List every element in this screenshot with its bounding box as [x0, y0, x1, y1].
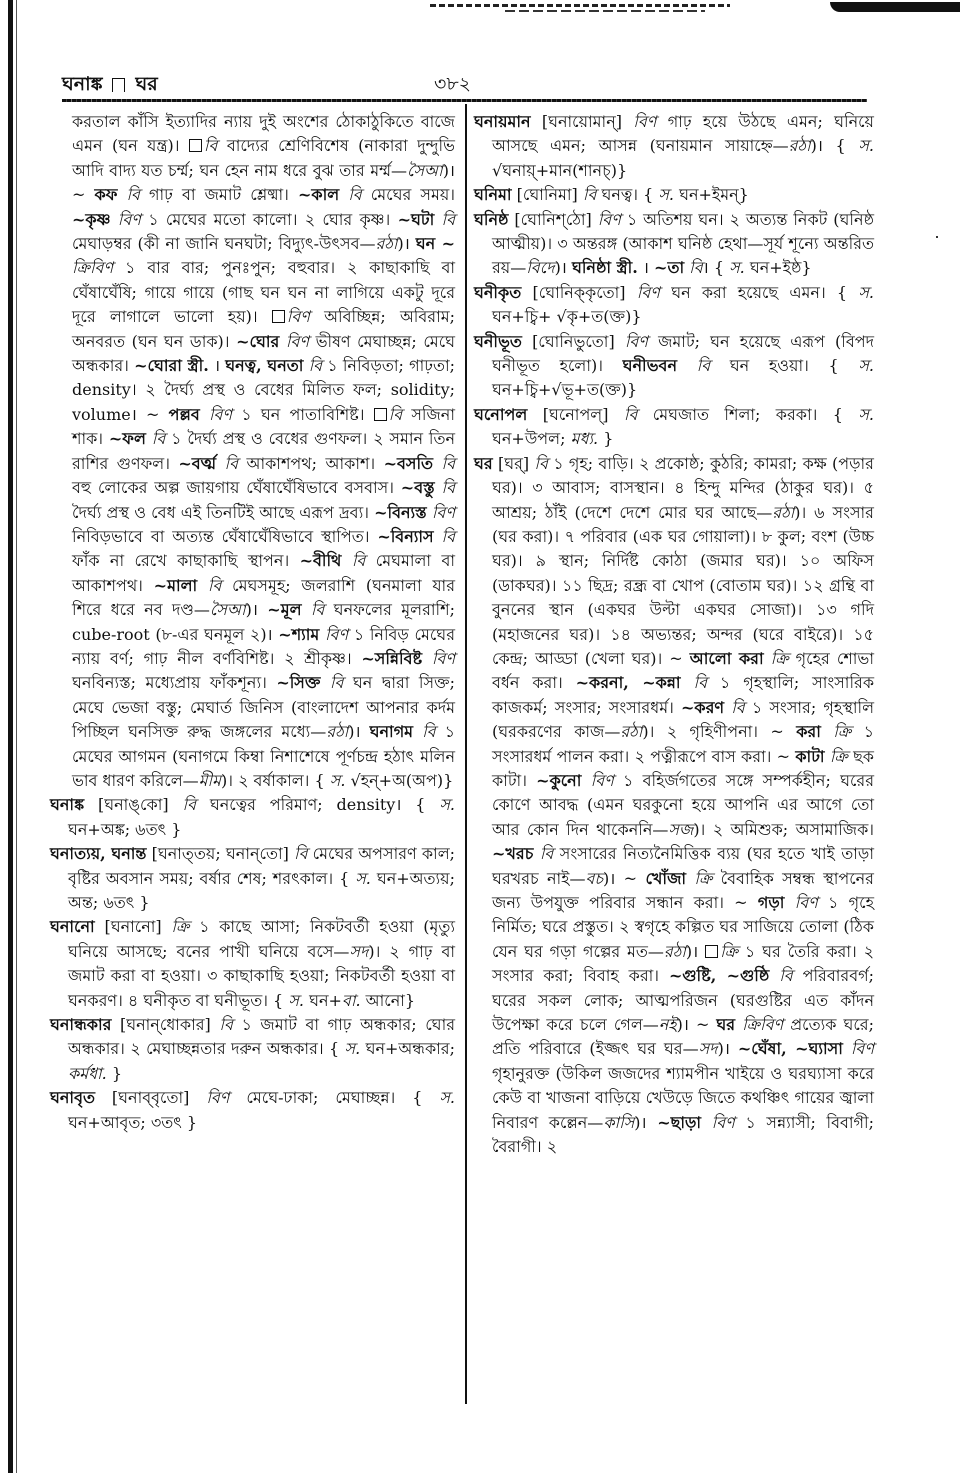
grammar-label: রঠা — [663, 941, 686, 961]
grammar-label: বি — [582, 185, 597, 205]
definition-text: ১ সংসারধর্ম পালন করা। ২ পত্নীরূপে বাস করা। ~ — [492, 722, 874, 766]
grammar-label: বিণ — [701, 1112, 735, 1132]
grammar-label: বি — [533, 844, 554, 864]
grammar-label: বি — [301, 600, 325, 620]
grammar-label: বি — [724, 697, 745, 717]
definition-text: ১ সংসার; গৃহস্থালি (ঘরকরণের কাজ— — [492, 697, 874, 742]
grammar-label: স. — [658, 185, 674, 205]
headword: ঘনীকৃত — [474, 282, 522, 302]
headword: ঘনাবৃত — [50, 1088, 95, 1108]
grammar-label: রঠা — [620, 722, 643, 742]
grammar-label: স. — [858, 136, 874, 156]
headword: ~ঘেঁষা, ~ঘ্যাসা — [737, 1039, 843, 1059]
definition-text: ঘন করা হয়েছে এমন। { — [659, 282, 859, 302]
headword: ~বস্তু — [400, 478, 435, 498]
headword: করা — [796, 722, 821, 742]
definition-text: ঘন+চ্বি+√ভূ+ত(ক্ত)} — [492, 380, 638, 400]
definition-text: [ঘনান্‌ধোকার] — [111, 1015, 220, 1035]
grammar-label: বি — [303, 356, 323, 376]
definition-text: আনো} — [360, 990, 416, 1010]
grammar-label: নই — [658, 1015, 677, 1035]
grammar-label: বিণ — [319, 624, 349, 644]
definition-text: মেঘজাত শিলা; করকা। { — [637, 404, 859, 424]
grammar-label: বিণ — [842, 1039, 874, 1059]
grammar-label: বিণ — [110, 209, 141, 229]
definition-text: √ঘনায়্‌+মান(শানচ্)} — [492, 160, 628, 180]
headword: ~ঘটা — [397, 209, 435, 229]
headword: কফ — [94, 185, 118, 205]
definition-text: )। — [554, 258, 572, 278]
definition-text: )। — [245, 600, 268, 620]
grammar-label: বি — [684, 258, 703, 278]
headword: ~মালা — [153, 575, 198, 595]
headword: আলো করা — [689, 648, 764, 668]
headword: ঘন ~ — [415, 234, 455, 254]
grammar-label: স. — [858, 356, 874, 376]
definition-text: । — [637, 258, 655, 278]
grammar-label: স. — [439, 1088, 455, 1108]
definition-text: ১ মেঘের আগমন (ঘনাগমে কিম্বা নিশাশেষে পূর্ণচন্দ্র হঠাৎ মলিন ভাব ধারণ করিলে— — [72, 722, 455, 790]
scan-left-border — [8, 0, 13, 1473]
definition-text: ঘন+অঙ্ক; ৬তৎ } — [68, 819, 182, 839]
grammar-label: কর্মধা. — [68, 1063, 107, 1083]
definition-text: [ঘোনিভুতো] — [521, 331, 625, 351]
grammar-label: মধ্য. — [570, 429, 599, 449]
definition-text: মেঘের সময়। — [361, 185, 455, 205]
grammar-label: সৈআ — [209, 600, 246, 620]
grammar-label: ক্রি — [820, 722, 852, 742]
headword: ঘর — [716, 1015, 736, 1035]
headword: ~করনা, ~কন্না — [575, 673, 681, 693]
definition-text: ১ গৃহ; বাড়ি। ২ প্রকোষ্ঠ; কুঠরি; কামরা; কক্ষ (পড়ার ঘর)। ৩ আবাস; বাসস্থান। ৪ হিন্দু মন্দির (ঠাকুর ঘর)। ৫ আশ্রয়; ঠাঁই (দেশে দেশে মোর ঘর আছে— — [492, 453, 874, 522]
headword: খোঁজা — [645, 868, 687, 888]
grammar-label: ক্রিবিণ — [72, 258, 114, 278]
sense-box-icon — [705, 945, 718, 958]
definition-text: )। — [685, 941, 706, 961]
dictionary-entry — [474, 330, 874, 403]
grammar-label: বচ — [585, 868, 604, 888]
grammar-label: স. — [858, 282, 874, 302]
headword: ঘনিষ্ঠা স্ত্রী. — [571, 258, 638, 278]
grammar-label: ক্রি — [720, 941, 739, 961]
dictionary-entry — [50, 1086, 455, 1135]
definition-text: বহু লোকের অল্প জায়গায় ঘেঁষাঘেঁষিভাবে বসবাস। — [72, 478, 401, 498]
grammar-label: সৈআ — [406, 160, 443, 180]
grammar-label: বিণ — [286, 307, 310, 327]
dictionary-entry — [474, 403, 874, 452]
headword: স্ত্রী. — [181, 356, 209, 376]
headword: ~বীথি — [299, 551, 342, 571]
headword: ~কৃষ্ণ — [72, 209, 111, 229]
definition-text: ঘন+ — [303, 990, 342, 1010]
grammar-label: স. — [344, 1039, 361, 1059]
grammar-label: বি — [320, 673, 344, 693]
grammar-label: বিদে — [526, 258, 555, 278]
grammar-label: বিণ — [784, 893, 818, 912]
grammar-label: কাসি — [603, 1112, 635, 1132]
definition-text: [ঘনানো] — [94, 917, 172, 937]
grammar-label: রঠা — [326, 722, 349, 742]
headword: ~বর্ত্ম — [178, 453, 217, 473]
definition-text: ঘন হওয়া। { — [710, 356, 859, 376]
definition-text: বাদ্যের শ্রেণিবিশেষ (নাকারা দুন্দুভি আদি বাদ্য যত চর্ম্ম; ঘন হেন নাম ধরে বুঝ তার মর্ম্ম— — [72, 136, 455, 180]
definition-text: গৃহানুরক্ত (উকিল জজদের শ্যামপীন খাইয়ে ও ঘরঘ্যাসা করে কেউ বা খাজনা বাড়িয়ে খেউড়ে জিতে কথঞ্চিৎ গায়ের জ্বালা নিবারণ কল্লেন— — [492, 1063, 874, 1132]
sense-box-icon — [189, 139, 202, 152]
definition-text: নিবিড়ভাবে বা অত্যন্ত ঘেঁষাঘেঁষিভাবে স্থাপিত। — [72, 526, 378, 546]
headword: ঘনিষ্ঠ — [474, 209, 509, 229]
definition-text: সজিনা শাক। — [72, 404, 455, 449]
headword: ~গুষ্টি, ~গুষ্ঠি — [668, 966, 770, 986]
definition-text: ঘন+ইষ্ঠ} — [744, 258, 812, 278]
headword: ঘনায়মান — [474, 112, 531, 131]
headword: পল্লব — [168, 404, 200, 424]
right-column — [474, 110, 874, 1159]
definition-text: [ঘনাঙ্‌কো] — [84, 795, 183, 815]
grammar-label: বি — [677, 356, 711, 376]
definition-text: গৃহের শোভা বর্ধন করা। — [492, 648, 874, 693]
definition-text: ১ বার বার; পুনঃপুন; বহুবার। ২ কাছাকাছি বা ঘেঁষাঘেঁষি; গায়ে গায়ে (গাছ ঘন ঘন না লাগিয়ে একটু দূরে দূরে লাগালে ভালো হয়)। — [72, 258, 455, 327]
definition-text: ঘন+অত্যয়; অন্ত; ৬তৎ } — [68, 868, 455, 912]
grammar-label: স. — [439, 795, 456, 815]
definition-text: ঘন+উপল; — [492, 429, 571, 449]
definition-text: [ঘনাত্‌তয়; ঘনান্‌তো] — [146, 844, 295, 864]
grammar-label: বি — [680, 673, 707, 693]
headword: ঘনীভবন — [622, 356, 677, 376]
definition-text: বৈবাহিক সম্বন্ধ স্থাপনের জন্য উপযুক্ত পরিবার সন্ধান করা। ~ — [492, 868, 874, 912]
grammar-label: বি — [294, 844, 308, 864]
definition-text: } — [598, 429, 614, 449]
headword: ~কাল — [297, 185, 340, 205]
grammar-label: বি — [623, 404, 638, 424]
grammar-label: সজ — [668, 819, 694, 839]
definition-text: । { — [702, 258, 730, 278]
grammar-label: বিণ — [636, 282, 660, 302]
dictionary-entry — [50, 915, 455, 1013]
definition-text: মেঘের অপসারণ কাল; বৃষ্টির অবসান সময়; বর্ষার শেষ; শরৎকাল। { — [68, 844, 456, 888]
grammar-label: বি — [341, 551, 366, 571]
definition-text: ঘনবিন্যস্ত; মধ্যেপ্রায় ফাঁকশূন্য। — [72, 673, 277, 693]
grammar-label: স. — [729, 258, 745, 278]
definition-text: মেঘমালা বা আকাশপথ। — [72, 551, 456, 595]
grammar-label: বিণ — [199, 404, 233, 424]
definition-text: ফাঁক না রেখে কাছাকাছি স্থাপন। — [72, 551, 300, 571]
headword: ~বিন্যস্ত — [374, 502, 427, 522]
grammar-label: ক্রি — [171, 917, 190, 937]
grammar-label: বি — [534, 453, 548, 473]
headword: কাটা — [795, 746, 825, 766]
headword: ~ঘোরা — [134, 356, 182, 376]
definition-text: ঘনত্ব। { — [596, 185, 659, 205]
headword: ~ছাড়া — [657, 1112, 702, 1132]
headword: ~কুনো — [536, 770, 582, 790]
grammar-label: মীম — [198, 770, 222, 790]
definition-text: [ঘনাব্‌বৃতো] — [94, 1088, 207, 1108]
entry-continuation — [50, 110, 455, 793]
grammar-label: বি — [203, 136, 218, 156]
definition-text: ১ সন্ন্যাসী; বিবাগী; বৈরাগী। ২ — [492, 1112, 874, 1157]
headword: ঘনোপল — [474, 404, 528, 424]
scan-artifact-corner — [830, 2, 960, 12]
definition-text: ঘন দ্বারা সিক্ত; মেঘে ভেজা বস্তু; মেঘার্ত জিনিস (বাংলাদেশ আপনার কর্দম পিচ্ছিল ঘনসিক্ত রুদ্ধ জঙ্গলের মধ্যে— — [72, 673, 455, 742]
headword: ~ঘোর — [236, 331, 280, 351]
definition-text: √হন্+অ(অপ)} — [345, 770, 454, 790]
headword: ঘনানো — [50, 917, 95, 937]
grammar-label: বি — [145, 429, 166, 449]
grammar-label: বি — [434, 209, 455, 229]
definition-text: ঘনফলের মূলরাশি; cube-root (৮-এর ঘনমূল ২)। — [72, 600, 455, 644]
definition-text: দৈর্ঘ্য প্রস্থ ও বেধ এই তিনটিই আছে এরূপ দ্রব্য। — [72, 502, 375, 522]
definition-text: ১ নিবিড়তা; গাঢ়তা; density। ২ দৈর্ঘ্য প্রস্থ ও বেধের মিলিত ফল; solidity; volume। ~ — [72, 356, 455, 424]
headword: ঘনিমা — [474, 185, 512, 205]
headword: ঘনান্ধকার — [50, 1015, 112, 1035]
dictionary-entry — [474, 208, 874, 281]
definition-text: ভীষণ মেঘাচ্ছন্ন; মেঘে অন্ধকার। — [72, 331, 456, 376]
headword: ~বিন্যাস — [377, 526, 434, 546]
grammar-label: বি — [388, 404, 403, 424]
headword: ~খরচ — [492, 844, 534, 864]
definition-text: )। ২ গৃহিণীপনা। ~ — [642, 722, 797, 742]
grammar-label: বি — [182, 795, 196, 815]
definition-text: )। — [348, 722, 370, 742]
definition-text: [ঘোনিশ্‌ঠো] — [508, 209, 598, 229]
headword: ~সন্নিবিষ্ট — [361, 648, 423, 668]
grammar-label: স. — [858, 404, 875, 424]
definition-text: পরিবারবর্গ; ঘরের সকল লোক; আত্মপরিজন (ঘরগুষ্টির এত কাঁদন উপেক্ষা করে চলে গেল— — [492, 966, 874, 1035]
guide-word-last: ঘর — [135, 73, 158, 95]
headword: ঘনাঙ্ক — [50, 795, 85, 815]
definition-text: ঘনত্বের পরিমাণ; density। { — [195, 795, 440, 815]
definition-text: গাঢ় বা জমাট শ্লেষ্মা। — [139, 185, 298, 205]
separator-box-icon — [112, 78, 125, 92]
headword: ~করণ — [680, 697, 725, 717]
headword: ~তা — [654, 258, 685, 278]
grammar-label: বি — [769, 966, 793, 986]
grammar-label: বি — [434, 478, 455, 498]
definition-text: ১ কাছে আসা; নিকটবর্তী হওয়া (মৃত্যু ঘনিয়ে আসছে; বনের পাখী ঘনিয়ে বসে— — [68, 917, 455, 961]
definition-text: জমাট; ঘন হয়েছে এরূপ (বিপদ ঘনীভূত হলো)। — [492, 331, 875, 376]
definition-text: )। — [397, 234, 416, 254]
guide-words — [62, 70, 158, 102]
grammar-label: সদ — [349, 941, 369, 961]
grammar-label: স. — [355, 868, 371, 888]
grammar-label: ক্রি — [686, 868, 713, 888]
grammar-label: ক্রিবিণ — [735, 1015, 784, 1035]
definition-text: ঘন+আবৃত; ৩তৎ } — [68, 1112, 198, 1132]
grammar-label: বি — [117, 185, 140, 205]
definition-text: ছক কাটা। — [492, 746, 874, 790]
definition-text: )। ~ — [603, 868, 646, 888]
headword: ঘনাগম — [369, 722, 414, 742]
grammar-label: বিণ — [624, 331, 648, 351]
definition-text: )। ২ অমিশুক; অসামাজিক। — [693, 819, 874, 839]
definition-text: ১ গৃহে নির্মিত; ঘরে প্রস্তুত। ২ স্বগৃহে কল্পিত ঘর সাজিয়ে তোলা (ঠিক যেন ঘর গড়া গল্পের মত— — [492, 893, 874, 961]
header-rule — [62, 99, 867, 102]
grammar-label: বিণ — [581, 770, 614, 790]
guide-word-first: ঘনাঙ্ক — [62, 73, 103, 95]
headword: গড়া — [757, 893, 785, 912]
grammar-label: বিণ — [422, 648, 455, 668]
definition-text: সংসারের নিত্যনৈমিত্তিক ব্যয় (ঘর হতে খাই তাড়া ঘরখরচ নাই— — [492, 844, 874, 888]
sense-box-icon — [272, 310, 285, 323]
definition-text: ১ মেঘের মতো কালো। ২ ঘোর কৃষ্ণ। — [140, 209, 398, 229]
dictionary-entry — [474, 110, 874, 183]
definition-text: )। ২ বর্ষাকাল। { — [221, 770, 330, 790]
definition-text: [ঘনায়োমান্] — [530, 112, 634, 131]
grammar-label: বিণ — [426, 502, 455, 522]
headword: ~বসতি — [383, 453, 434, 473]
definition-text: করতাল কাঁসি ইত্যাদির ন্যায় দুই অংশের ঠোকাঠুকিতে বাজে এমন (ঘন যন্ত্র)। — [72, 112, 455, 156]
grammar-label: ক্রি — [763, 648, 789, 668]
grammar-label: স. — [288, 990, 304, 1010]
dictionary-entry — [474, 281, 874, 330]
definition-text: [ঘনোপল্] — [527, 404, 624, 424]
page-header — [62, 70, 892, 98]
definition-text: ১ গৃহস্থালি; সাংসারিক কাজকর্ম; সংসার; সংসারধর্ম। — [492, 673, 875, 717]
grammar-label: বি — [216, 453, 239, 473]
dictionary-entry — [474, 183, 874, 207]
definition-text: ঘন+ইমন্} — [674, 185, 749, 205]
dictionary-entry — [50, 793, 455, 842]
grammar-label: বিণ — [633, 112, 657, 131]
grammar-label: রঠা — [788, 136, 811, 156]
definition-text: গাঢ় হয়ে উঠছে এমন; ঘনিয়ে আসছে এমন; আসন্ন (ঘনায়মান সায়াহ্নে— — [492, 112, 874, 156]
definition-text: ১ নিবিড় মেঘের ন্যায় বর্ণ; গাঢ় নীল বর্ণবিশিষ্ট। ২ শ্রীকৃষ্ণ। — [72, 624, 455, 668]
grammar-label: বি — [339, 185, 362, 205]
definition-text: অবিচ্ছিন্ন; অবিরাম; অনবরত (ঘন ঘন ডাক)। — [72, 307, 455, 351]
definition-text: ঘন+চ্বি+ √কৃ+ত(ক্ত)} — [492, 307, 642, 327]
definition-text: ১ অতিশয় ঘন। ২ অত্যন্ত নিকট (ঘনিষ্ঠ আত্মীয়)। ৩ অন্তরঙ্গ (আকাশ ঘনিষ্ঠ হেথা—সূর্য শূন্যে অন্তরিত রয়— — [492, 209, 874, 278]
page-number: ৩৮২ — [434, 73, 472, 95]
definition-text: } — [106, 1063, 123, 1083]
grammar-label: সদ — [698, 1039, 718, 1059]
grammar-label: স. — [329, 770, 346, 790]
definition-text: ১ বহির্জগতের সঙ্গে সম্পর্কহীন; ঘরের কোণে আবদ্ধ (এমন ঘরকুনো হয়ে আপনি এর আগে তো আর কোন দিন থাকেননি— — [492, 770, 874, 839]
grammar-label: বা. — [341, 990, 361, 1010]
column-divider — [465, 104, 467, 1404]
headword: ঘনত্ব, ঘনতা — [225, 356, 304, 376]
definition-text: মেঘে-ঢাকা; মেঘাচ্ছন্ন। { — [229, 1088, 440, 1108]
grammar-label: বিণ — [597, 209, 621, 229]
scan-speck — [936, 236, 938, 238]
definition-text: মেঘাড়ম্বর (কী না জানি ঘনঘটা; বিদ্যুৎ-উৎসব— — [72, 234, 376, 254]
scan-artifact-top — [430, 4, 730, 7]
definition-text: )। — [634, 1112, 658, 1132]
dictionary-entry — [50, 1013, 455, 1086]
grammar-label: ক্রি — [824, 746, 848, 766]
dictionary-entry — [50, 842, 455, 915]
headword: ~মূল — [267, 600, 302, 620]
definition-text: )। ২ গাঢ় বা জমাট করা বা হওয়া। ৩ কাছাকাছি হওয়া; নিকটবর্তী হওয়া বা ঘনকরণ। ৪ ঘনীকৃত বা ঘনীভূত। { — [68, 941, 455, 1010]
grammar-label: বিণ — [279, 331, 310, 351]
definition-text: প্রত্যেক ঘরে; প্রতি পরিবারে (ইজ্জৎ ঘর ঘর— — [492, 1015, 874, 1059]
grammar-label: বি — [197, 575, 222, 595]
scan-left-border-line — [16, 0, 17, 1473]
grammar-label: বিণ — [206, 1088, 230, 1108]
definition-text: [ঘর্] — [492, 453, 535, 473]
headword: ~ফল — [108, 429, 146, 449]
headword: ~শ্যাম — [278, 624, 320, 644]
definition-text: ১ ঘন পাতাবিশিষ্ট। — [232, 404, 374, 424]
definition-text: আকাশপথ; আকাশ। — [238, 453, 384, 473]
grammar-label: রঠা — [772, 502, 795, 522]
grammar-label: রঠা — [375, 234, 398, 254]
definition-text: ১ জমাট বা গাঢ় অন্ধকার; ঘোর অন্ধকার। ২ মেঘাচ্ছন্নতার দরুন অন্ধকার। { — [68, 1015, 456, 1059]
definition-text: । — [208, 356, 226, 376]
grammar-label: বি — [433, 453, 455, 473]
headword: ঘনীভূত — [474, 331, 522, 351]
definition-text: )। ৬ সংসার (ঘর করা)। ৭ পরিবার (এক ঘর গোয়ালা)। ৮ কুল; বংশ (উচ্চ ঘর)। ৯ স্থান; নির্দিষ্ট কোঠা (জমার ঘর)। ১০ অফিস (ডাকঘর)। ১১ ছিদ্র; রন্ধ্র বা খোপ (বোতাম ঘর)। ১২ গ্রন্থি বা বুননের স্থান (একঘর উল্টা একঘর সোজা)। ১৩ গদি (মহাজনের ঘর)। ১৪ অভ্যন্তর; অন্দর (ঘরে বাইরে)। ১৫ কেন্দ্র; আড্ডা (খেলা ঘর)। ~ — [492, 502, 874, 668]
definition-text: [ঘোনিক্‌কৃতো] — [521, 282, 637, 302]
definition-text: )। ~ — [72, 160, 455, 205]
dictionary-entry — [474, 452, 874, 1160]
definition-text: )। { — [810, 136, 859, 156]
definition-text: )। ~ — [676, 1015, 717, 1035]
definition-text: মেঘসমূহ; জলরাশি (ঘনমালা যার শিরে ধরে নব দণ্ড— — [72, 575, 455, 620]
definition-text: [ঘোনিমা] — [511, 185, 583, 205]
headword: ঘর — [474, 453, 493, 473]
grammar-label: বি — [219, 1015, 233, 1035]
headword: ~সিক্ত — [276, 673, 321, 693]
sense-box-icon — [374, 408, 387, 421]
definition-text: ঘন+অন্ধকার; — [360, 1039, 455, 1059]
left-column — [50, 110, 455, 1135]
definition-text: ১ ঘর তৈরি করা। ২ সংসার করা; বিবাহ করা। — [492, 941, 874, 986]
scan-artifact-top-2 — [505, 10, 705, 12]
grammar-label: বি — [413, 722, 436, 742]
headword: ঘনাত্যয়, ঘনান্ত — [50, 844, 147, 864]
definition-text: ১ দৈর্ঘ্য প্রস্থ ও বেধের গুণফল। ২ সমান তিন রাশির গুণফল। — [72, 429, 456, 473]
definition-text: )। — [717, 1039, 738, 1059]
grammar-label: বি — [433, 526, 455, 546]
